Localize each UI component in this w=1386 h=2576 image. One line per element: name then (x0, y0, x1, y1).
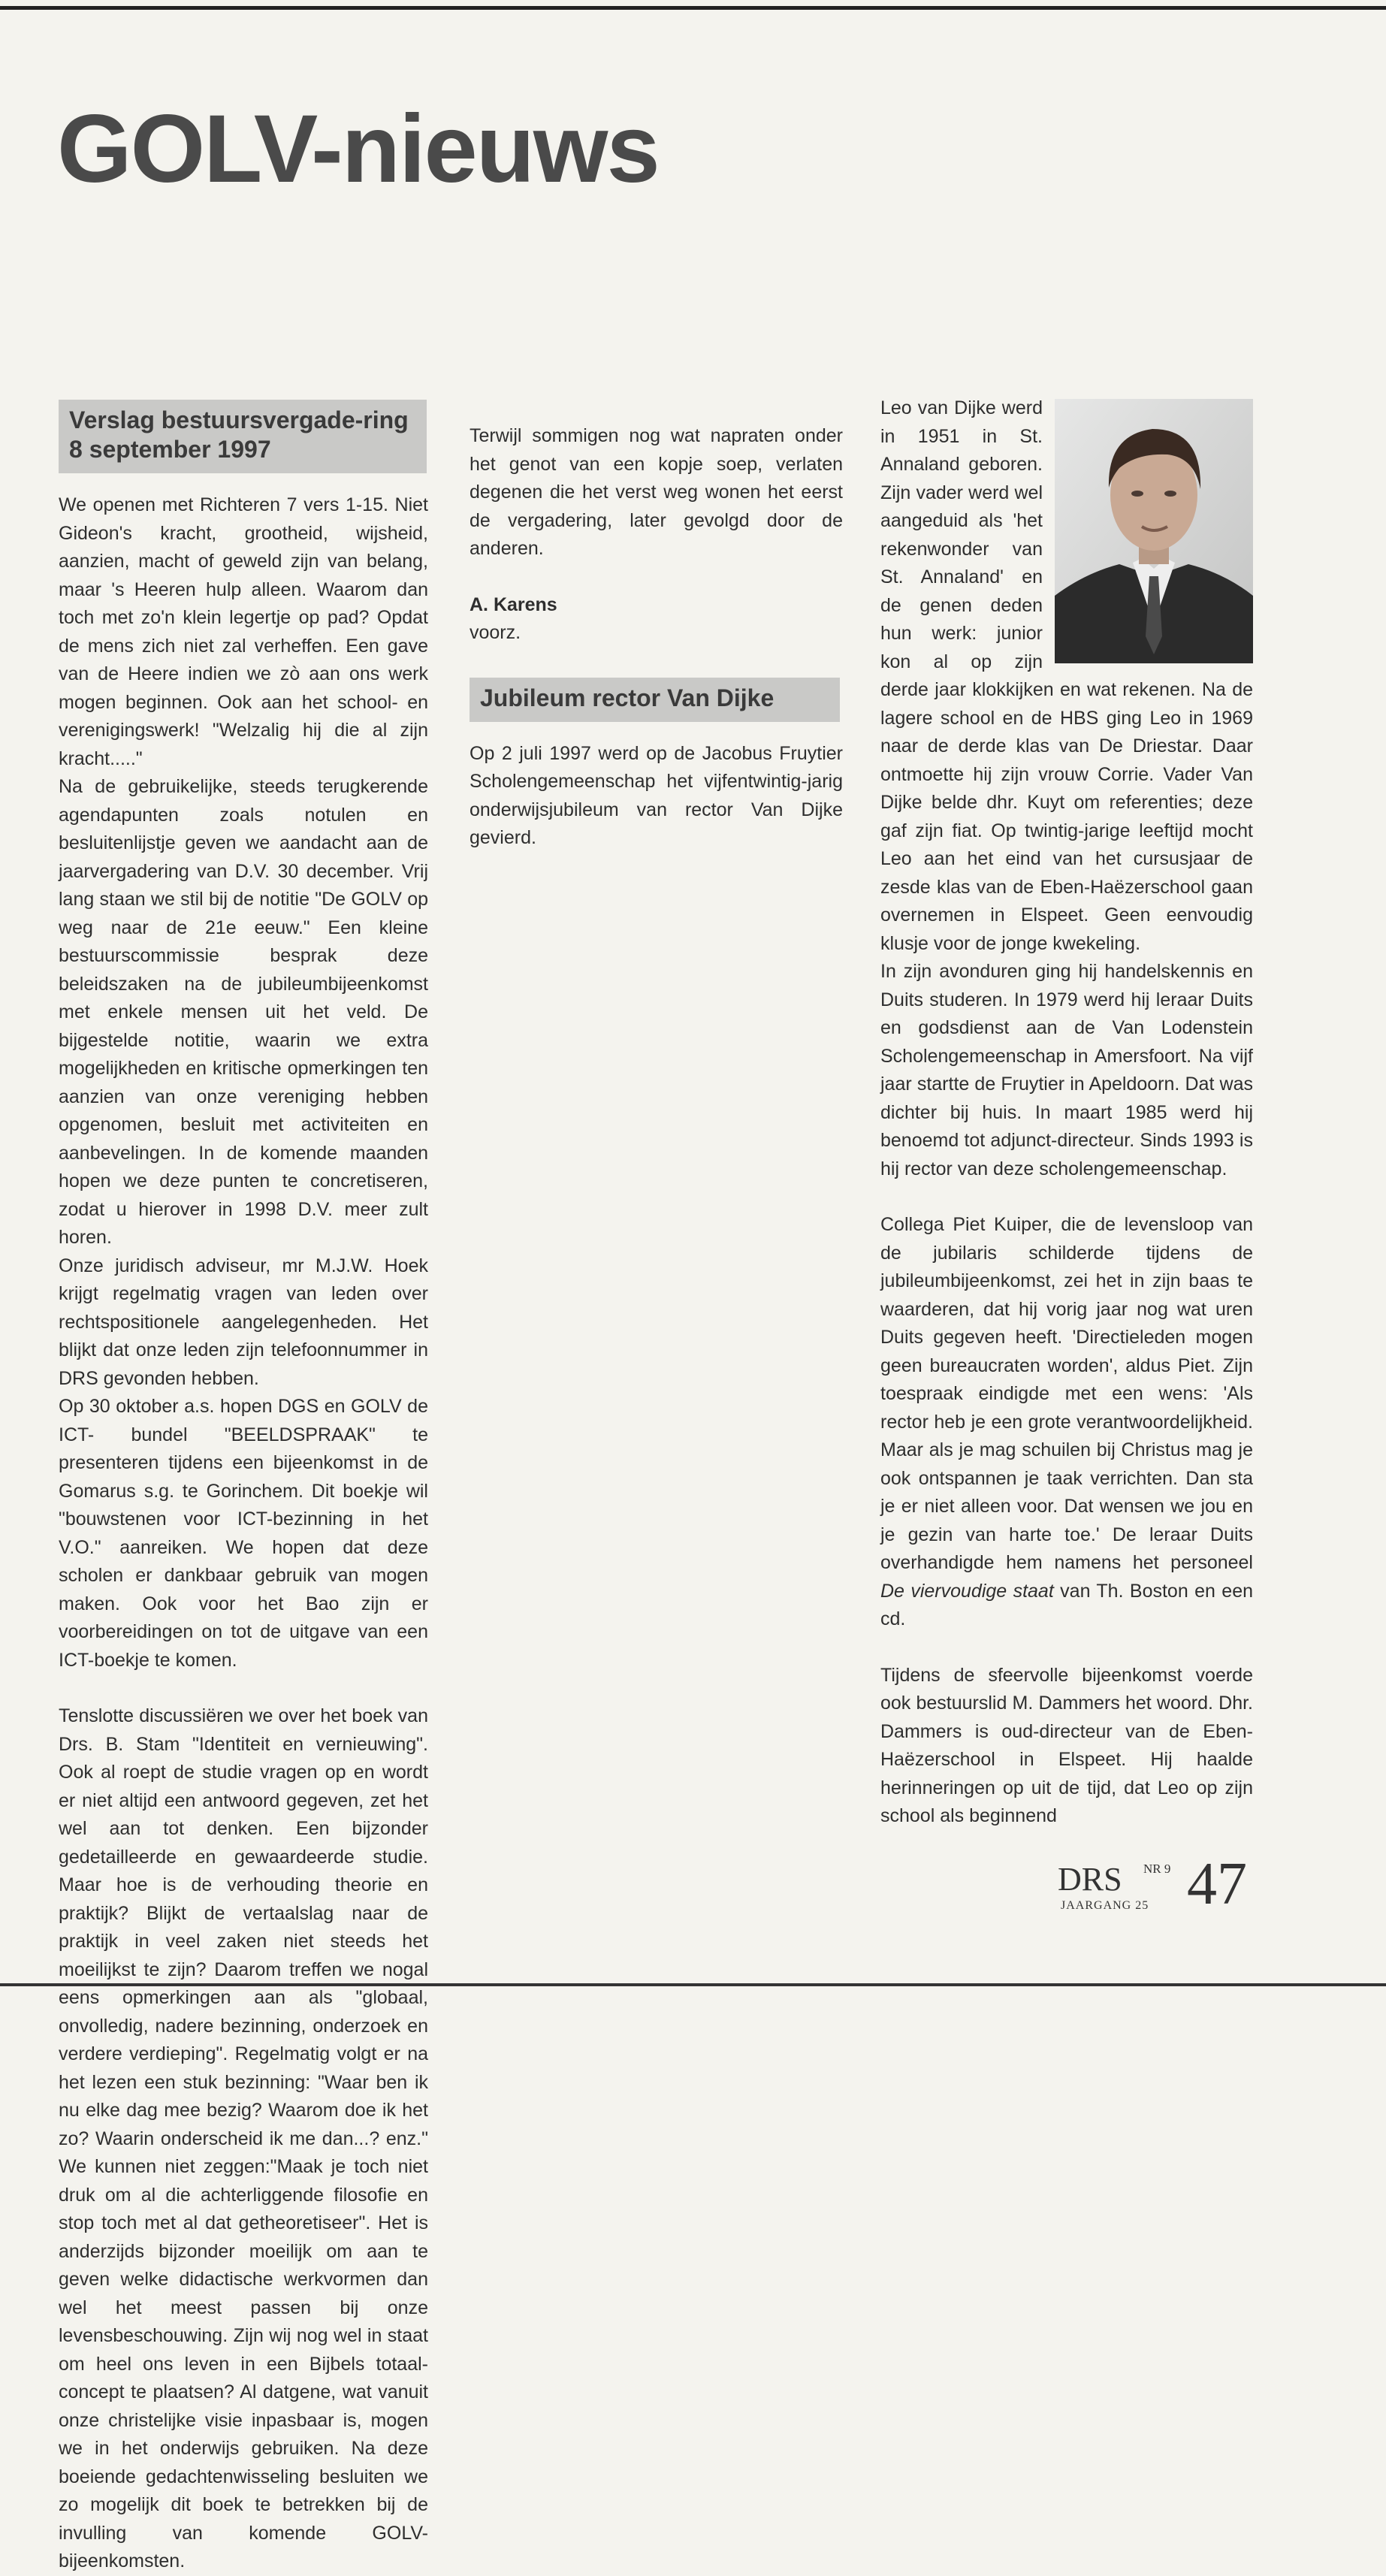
paragraph: Op 2 juli 1997 werd op de Jacobus Fruytier Scholengemeenschap het vijfentwintig-jarig onderwijsjubileum van rector Van Dijke gevierd. (470, 742, 843, 848)
volume-label: JAARGANG 25 (1061, 1899, 1149, 1912)
paragraph: Op 30 oktober a.s. hopen DGS en GOLV de ICT- bundel "BEELDSPRAAK" te presenteren tijdens een bijeenkomst in de Gomarus s.g. te Gorinchem. Dit boekje wil "bouwstenen voor ICT-bezinning in het V.O." aanreiken. We hopen dat deze scholen er dankbaar gebruik van mogen maken. Ook voor het Bao zijn er voorbereidingen on tot de uitgave van een ICT-boekje te komen. (59, 1396, 428, 1671)
paragraph-text: van Th. Boston en een cd. (880, 1580, 1254, 1629)
paragraph: Na de gebruikelijke, steeds terugkerende agendapunten zoals notulen en besluitenlijstje geven we aandacht aan de jaarvergadering van D.V. 30 december. Vrij lang staan we stil bij de notitie "De GOLV op weg naar de 21e eeuw." Een kleine bestuurscommissie besprak deze beleidszaken na de jubileumbijeenkomst met enkele mensen uit het veld. De bijgestelde notitie, waarin we extra mogelijkheden en kritische opmerkingen ten aanzien van onze vereniging hebben opgenomen, besluit met activiteiten en aanbevelingen. In de komende maanden hopen we deze punten te concretiseren, zodat u hierover in 1998 D.V. meer zult horen. (59, 776, 428, 1248)
section-heading-verslag: Verslag bestuursvergade-ring 8 september 1997 (59, 400, 427, 473)
column-2 (470, 394, 843, 853)
paragraph: In zijn avonduren ging hij handelskennis en Duits studeren. In 1979 werd hij leraar Duits en godsdienst aan de Van Lodenstein Scholengemeenschap in Amersfoort. Na vijf jaar startte de Fruytier in Apeldoorn. Dat was dichter bij huis. In maart 1985 werd hij benoemd tot adjunct-directeur. Sinds 1993 is hij rector van deze scholengemeenschap. (880, 961, 1253, 1179)
top-rule (0, 6, 1386, 10)
paragraph: Onze juridisch adviseur, mr M.J.W. Hoek krijgt regelmatig vragen van leden over rechtspositionele aangelegenheden. Het blijkt dat onze leden zijn telefoonnummer in DRS gevonden hebben. (59, 1255, 428, 1389)
bottom-rule (0, 1983, 1386, 1986)
paragraph: Tijdens de sfeervolle bijeenkomst voerde ook bestuurslid M. Dammers het woord. Dhr. Dammers is oud-directeur van de Eben-Haëzerschool in Elspeet. Hij haalde herinneringen op uit de tijd, dat Leo op zijn school als beginnend (880, 1664, 1253, 1826)
page-title: GOLV-nieuws (57, 95, 659, 203)
paragraph (880, 1211, 1253, 1634)
page-footer (1058, 1851, 1261, 1922)
paragraph: Terwijl sommigen nog wat napraten onder het genot van een kopje soep, verlaten degenen die het verst weg wonen het eerst de vergadering, later gevolgd door de anderen. (470, 425, 843, 559)
signature-name: A. Karens (470, 593, 557, 615)
signature-role: voorz. (470, 622, 521, 643)
portrait-photo (1055, 399, 1253, 663)
portrait-illustration (1055, 399, 1253, 663)
section-heading-jubileum: Jubileum rector Van Dijke (470, 678, 840, 722)
paragraph: Tenslotte discussiëren we over het boek van Drs. B. Stam "Identiteit en vernieuwing". Ook al roept de studie vragen op en wordt er niet altijd een antwoord gegeven, zet het wel aan tot denken. Een bijzonder gedetailleerde en gewaardeerde studie. Maar hoe is de verhouding theorie en praktijk? Blijkt de vertaalslag naar de praktijk in veel zaken niet steeds het moeilijkst te zijn? Daarom treffen we nogal eens opmerkingen aan als "globaal, onvolledig, nadere bezinning, onderzoek en verdere verdieping". Regelmatig volgt er na het lezen een stuk bezinning: "Waar ben ik nu elke dag mee bezig? Waarom doe ik het zo? Waarin onderscheid ik me dan...? enz." We kunnen niet zeggen:"Maak je toch niet druk om al die achterliggende filosofie en stop toch met al dat getheoretiseer". Het is anderzijds bijzonder moeilijk om aan te geven welke didactische werkvormen dan wel het meest passen bij onze levensbeschouwing. Zijn wij nog wel in staat om heel ons leven in een Bijbels totaal-concept te plaatsen? Al datgene, wat vanuit onze christelijke visie inpasbaar is, mogen we in het onderwijs gebruiken. Na deze boeiende gedachtenwisseling besluiten we zo mogelijk dit boek te betrekken bij de invulling van komende GOLV-bijeenkomsten. (59, 1705, 428, 2571)
column-1 (59, 394, 428, 2576)
page-number: 47 (1187, 1851, 1247, 1917)
magazine-name: DRS (1058, 1861, 1122, 1898)
paragraph-text: Collega Piet Kuiper, die de levensloop van de jubilaris schilderde tijdens de jubileumbijeenkomst, zei het in zijn baas te waarderen, dat hij vorig jaar nog wat uren Duits gegeven heeft. 'Directieleden mogen geen bureaucraten worden', aldus Piet. Zijn toespraak eindigde met een wens: 'Als rector heb je een grote verantwoordelijkheid. Maar als je mag schuilen bij Christus mag je ook ontspannen je taak verrichten. Dan sta je er niet alleen voor. Dat wensen we jou en je gezin van harte toe.' De leraar Duits overhandigde hem namens het personeel (880, 1214, 1253, 1573)
book-title: De viervoudige staat (880, 1580, 1054, 1602)
paragraph: Leo van Dijke werd in 1951 in St. Annaland geboren. Zijn vader werd wel aangeduid als 'het rekenwonder van St. Annaland' en de genen deden hun werk: junior kon al op zijn derde jaar klokkijken en wat rekenen. Na de lagere school en de HBS ging Leo in 1969 naar de derde klas van De Driestar. Daar ontmoette hij zijn vrouw Corrie. Vader Van Dijke belde dhr. Kuyt om referenties; deze gaf zijn fiat. Op twintig-jarige leeftijd mocht Leo aan het eind van het cursusjaar de zesde klas van de Eben-Haëzerschool gaan overnemen in Elspeet. Geen eenvoudig klusje voor de jonge kwekeling. (880, 397, 1253, 954)
paragraph: We openen met Richteren 7 vers 1-15. Niet Gideon's kracht, grootheid, wijsheid, aanzien, macht of geweld zijn van belang, maar 's Heeren hulp alleen. Waarom dan toch met zo'n klein legertje op pad? Opdat de mens zich niet zal verheffen. Een gave van de Heere indien we zò aan ons werk mogen beginnen. Ook aan het school- en verenigingswerk! "Welzalig hij die al zijn kracht....." (59, 494, 428, 769)
column-3 (880, 394, 1253, 1831)
issue-number: NR 9 (1143, 1862, 1171, 1876)
